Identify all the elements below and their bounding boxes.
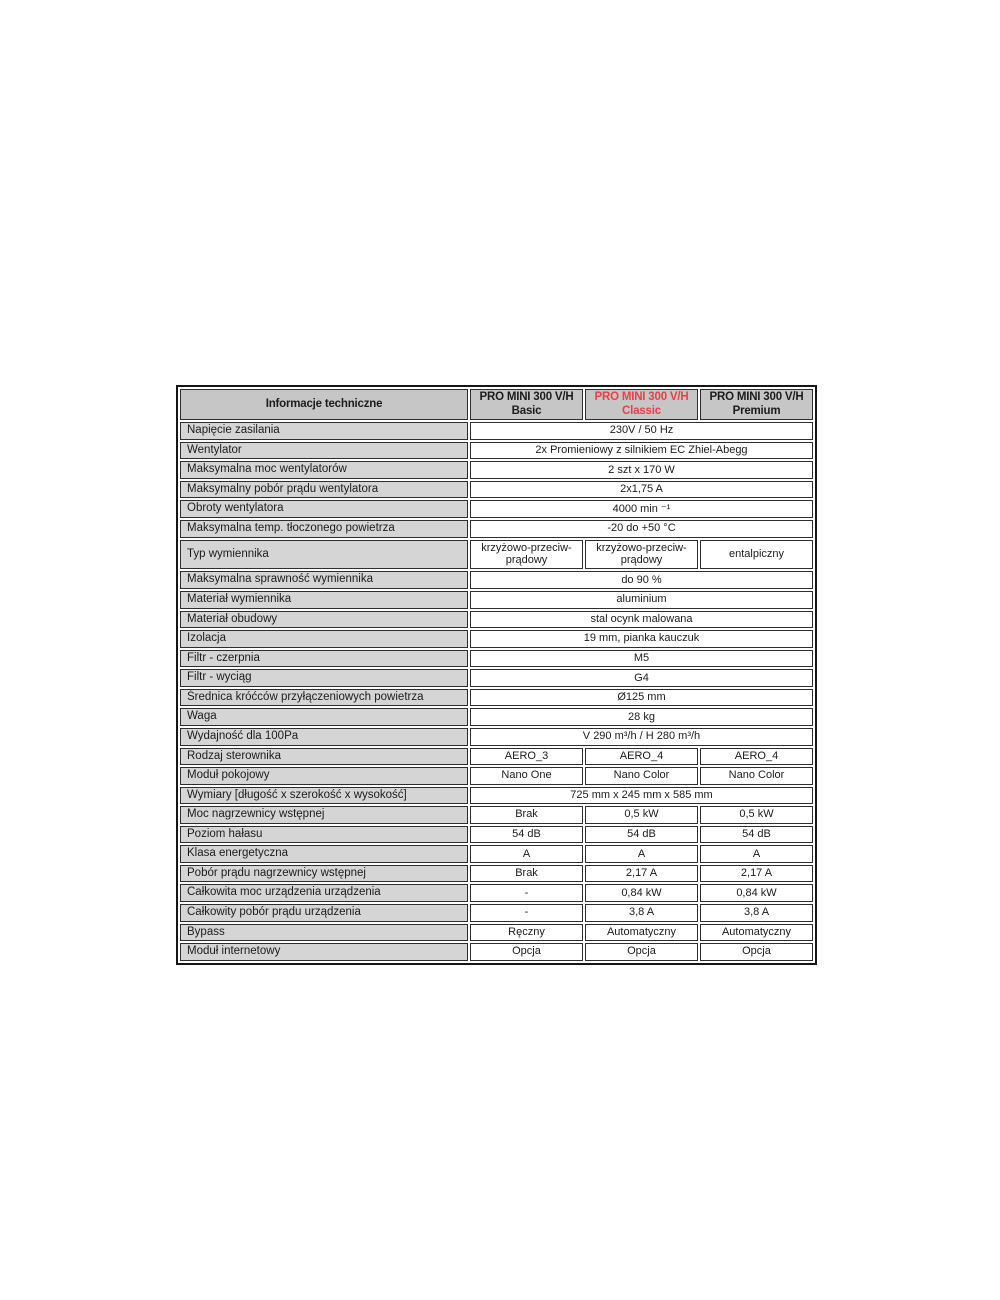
spec-value: Opcja [585,943,698,961]
spec-label: Moduł pokojowy [180,767,468,785]
spec-value: Brak [470,806,583,824]
spec-label: Bypass [180,924,468,942]
spec-row [180,845,813,863]
spec-value: 2,17 A [700,865,813,883]
spec-label: Obroty wentylatora [180,500,468,518]
spec-label: Pobór prądu nagrzewnicy wstępnej [180,865,468,883]
spec-value-merged: 4000 min ⁻¹ [470,500,813,518]
spec-label: Materiał obudowy [180,611,468,629]
spec-row [180,669,813,687]
spec-row [180,826,813,844]
table-title: Informacje techniczne [180,389,468,420]
spec-value-merged: do 90 % [470,571,813,589]
spec-row [180,924,813,942]
spec-row [180,461,813,479]
spec-row [180,806,813,824]
spec-label: Poziom hałasu [180,826,468,844]
column-header-premium [700,389,813,420]
spec-value: A [700,845,813,863]
spec-value-merged: 19 mm, pianka kauczuk [470,630,813,648]
spec-row [180,767,813,785]
spec-label: Klasa energetyczna [180,845,468,863]
spec-row [180,943,813,961]
spec-value-merged: 725 mm x 245 mm x 585 mm [470,787,813,805]
spec-label: Wymiary [długość x szerokość x wysokość] [180,787,468,805]
spec-row [180,422,813,440]
spec-value: 54 dB [585,826,698,844]
spec-value-merged: 230V / 50 Hz [470,422,813,440]
spec-value: krzyżowo-przeciw-prądowy [470,540,583,570]
spec-label: Materiał wymiennika [180,591,468,609]
spec-label: Filtr - wyciąg [180,669,468,687]
spec-label: Maksymalna temp. tłoczonego powietrza [180,520,468,538]
spec-row [180,481,813,499]
spec-value: Nano Color [585,767,698,785]
spec-value: 3,8 A [585,904,698,922]
spec-value: Automatyczny [585,924,698,942]
spec-value: AERO_4 [700,748,813,766]
spec-label: Maksymalna moc wentylatorów [180,461,468,479]
spec-label: Wydajność dla 100Pa [180,728,468,746]
spec-value-merged: stal ocynk malowana [470,611,813,629]
spec-label: Średnica króćców przyłączeniowych powietrza [180,689,468,707]
spec-value: AERO_4 [585,748,698,766]
spec-label: Waga [180,708,468,726]
spec-label: Typ wymiennika [180,540,468,570]
spec-row [180,591,813,609]
spec-value-merged: aluminium [470,591,813,609]
spec-value-merged: 2x1,75 A [470,481,813,499]
spec-row [180,728,813,746]
spec-value-merged: V 290 m³/h / H 280 m³/h [470,728,813,746]
product-name-basic: PRO MINI 300 V/H [479,391,574,403]
spec-row [180,650,813,668]
spec-label: Całkowity pobór prądu urządzenia [180,904,468,922]
product-variant-basic: Basic [511,404,542,417]
product-variant-classic: Classic [622,404,661,417]
spec-row [180,748,813,766]
spec-value: Opcja [700,943,813,961]
spec-label: Rodzaj sterownika [180,748,468,766]
spec-row [180,787,813,805]
spec-value-merged: 2 szt x 170 W [470,461,813,479]
spec-label: Całkowita moc urządzenia urządzenia [180,884,468,902]
spec-row [180,630,813,648]
spec-label: Maksymalny pobór prądu wentylatora [180,481,468,499]
column-header-basic [470,389,583,420]
spec-value: krzyżowo-przeciw-prądowy [585,540,698,570]
spec-value: 0,84 kW [585,884,698,902]
spec-value: A [585,845,698,863]
spec-row [180,540,813,570]
spec-row [180,611,813,629]
spec-value: 2,17 A [585,865,698,883]
spec-value: 3,8 A [700,904,813,922]
spec-value: AERO_3 [470,748,583,766]
spec-value: 54 dB [700,826,813,844]
spec-label: Moc nagrzewnicy wstępnej [180,806,468,824]
spec-row [180,520,813,538]
spec-value: 54 dB [470,826,583,844]
spec-value-merged: 2x Promieniowy z silnikiem EC Zhiel-Abegg [470,442,813,460]
spec-value: Ręczny [470,924,583,942]
spec-value-merged: -20 do +50 °C [470,520,813,538]
spec-row [180,571,813,589]
spec-value: A [470,845,583,863]
product-name-classic: PRO MINI 300 V/H [594,391,689,403]
spec-value: 0,84 kW [700,884,813,902]
spec-value: Nano One [470,767,583,785]
spec-label: Maksymalna sprawność wymiennika [180,571,468,589]
spec-value: 0,5 kW [700,806,813,824]
spec-label: Filtr - czerpnia [180,650,468,668]
spec-value-merged: M5 [470,650,813,668]
spec-sheet [176,385,817,965]
spec-value: 0,5 kW [585,806,698,824]
spec-value: - [470,884,583,902]
spec-label: Izolacja [180,630,468,648]
spec-label: Wentylator [180,442,468,460]
spec-value-merged: 28 kg [470,708,813,726]
spec-row [180,865,813,883]
spec-row [180,708,813,726]
technical-specs-table [176,385,817,965]
spec-label: Napięcie zasilania [180,422,468,440]
spec-value: Brak [470,865,583,883]
spec-value: Automatyczny [700,924,813,942]
spec-row [180,904,813,922]
product-name-premium: PRO MINI 300 V/H [709,391,804,403]
spec-value: Nano Color [700,767,813,785]
spec-row [180,689,813,707]
column-header-classic [585,389,698,420]
spec-value-merged: G4 [470,669,813,687]
spec-value-merged: Ø125 mm [470,689,813,707]
spec-row [180,884,813,902]
header-row [180,389,813,420]
product-variant-premium: Premium [732,404,781,417]
spec-value: entalpiczny [700,540,813,570]
spec-value: Opcja [470,943,583,961]
spec-value: - [470,904,583,922]
spec-row [180,442,813,460]
spec-label: Moduł internetowy [180,943,468,961]
spec-row [180,500,813,518]
